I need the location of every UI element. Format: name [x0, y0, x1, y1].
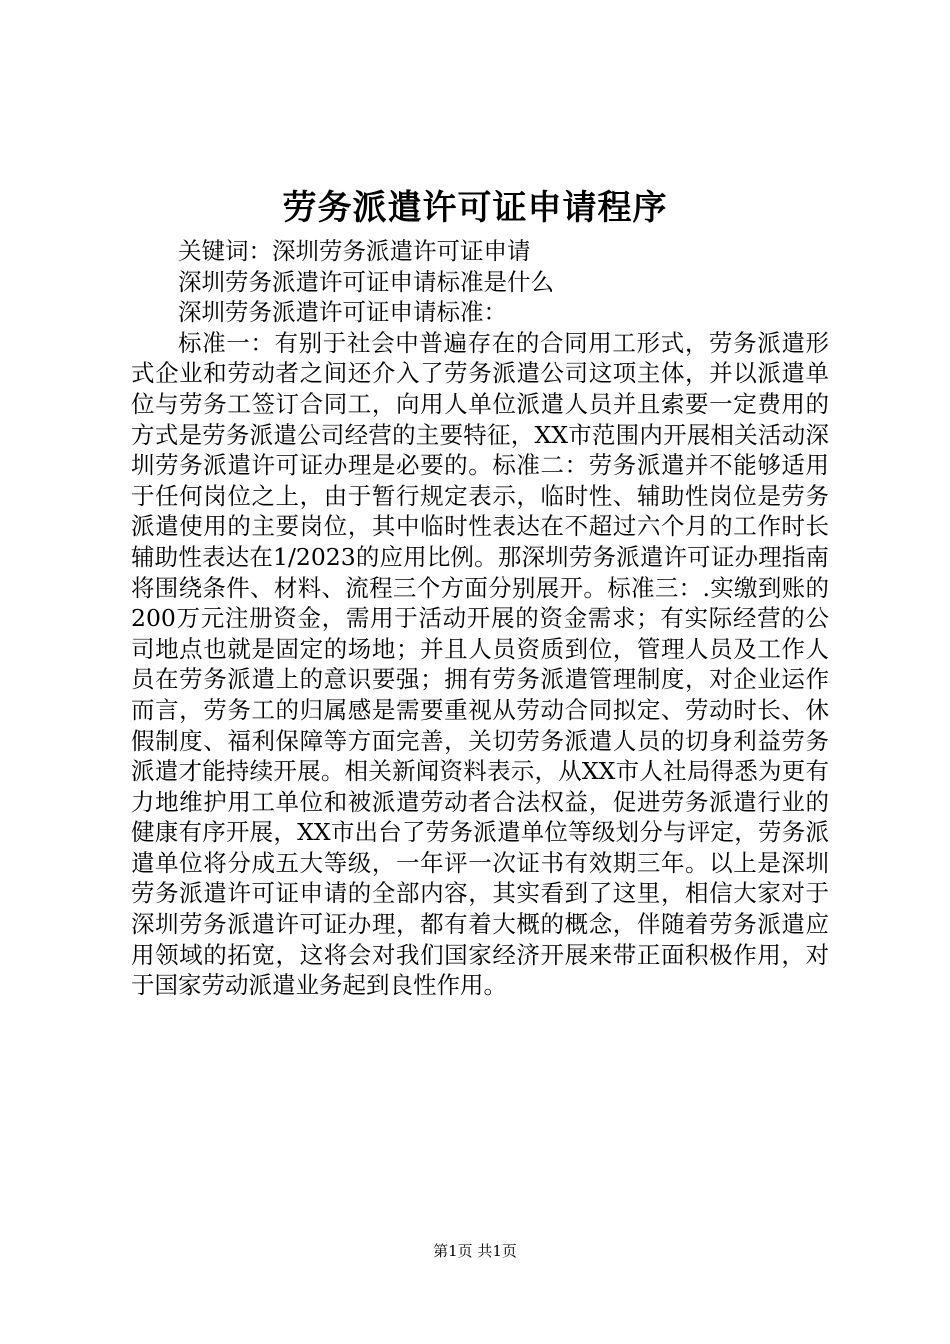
standards-heading-paragraph: 深圳劳务派遣许可证申请标准： — [178, 298, 507, 327]
page-footer: 第1页 共1页 — [433, 1242, 517, 1260]
document-body — [131, 236, 829, 1001]
keywords-paragraph: 关键词：深圳劳务派遣许可证申请 — [178, 237, 531, 265]
question-paragraph: 深圳劳务派遣许可证申请标准是什么 — [178, 267, 554, 296]
standards-body-paragraph: 标准一：有别于社会中普遍存在的合同用工形式，劳务派遣形式企业和劳动者之间还介入了劳务派遣公司这项主体，并以派遣单位与劳务工签订合同工，向用人单位派遣人员并且索要一定费用的方式是劳务派遣公司经营的主要特征，XX市范围内开展相关活动深圳劳务派遣许可证办理是必要的。标准二：劳务派遣并不能够适用于任何岗位之上，由于暂行规定表示，临时性、辅助性岗位是劳务派遣使用的主要岗位，其中临时性表达在不超过六个月的工作时长辅助性表达在1/2023的应用比例。那深圳劳务派遣许可证办理指南将围绕条件、材料、流程三个方面分别展开。标准三：.实缴到账的200万元注册资金，需用于活动开展的资金需求；有实际经营的公司地点也就是固定的场地；并且人员资质到位，管理人员及工作人员在劳务派遣上的意识要强；拥有劳务派遣管理制度，对企业运作而言，劳务工的归属感是需要重视从劳动合同拟定、劳动时长、休假制度、福利保障等方面完善，关切劳务派遣人员的切身利益劳务派遣才能持续开展。相关新闻资料表示，从XX市人社局得悉为更有力地维护用工单位和被派遣劳动者合法权益，促进劳务派遣行业的健康有序开展，XX市出台了劳务派遣单位等级划分与评定，劳务派遣单位将分成五大等级，一年评一次证书有效期三年。以上是深圳劳务派遣许可证申请的全部内容，其实看到了这里，相信大家对于深圳劳务派遣许可证办理，都有着大概的概念，伴随着劳务派遣应用领域的拓宽，这将会对我们国家经济开展来带正面积极作用，对于国家劳动派遣业务起到良性作用。 — [131, 328, 829, 1000]
document-title: 劳务派遣许可证申请程序 — [282, 188, 668, 228]
